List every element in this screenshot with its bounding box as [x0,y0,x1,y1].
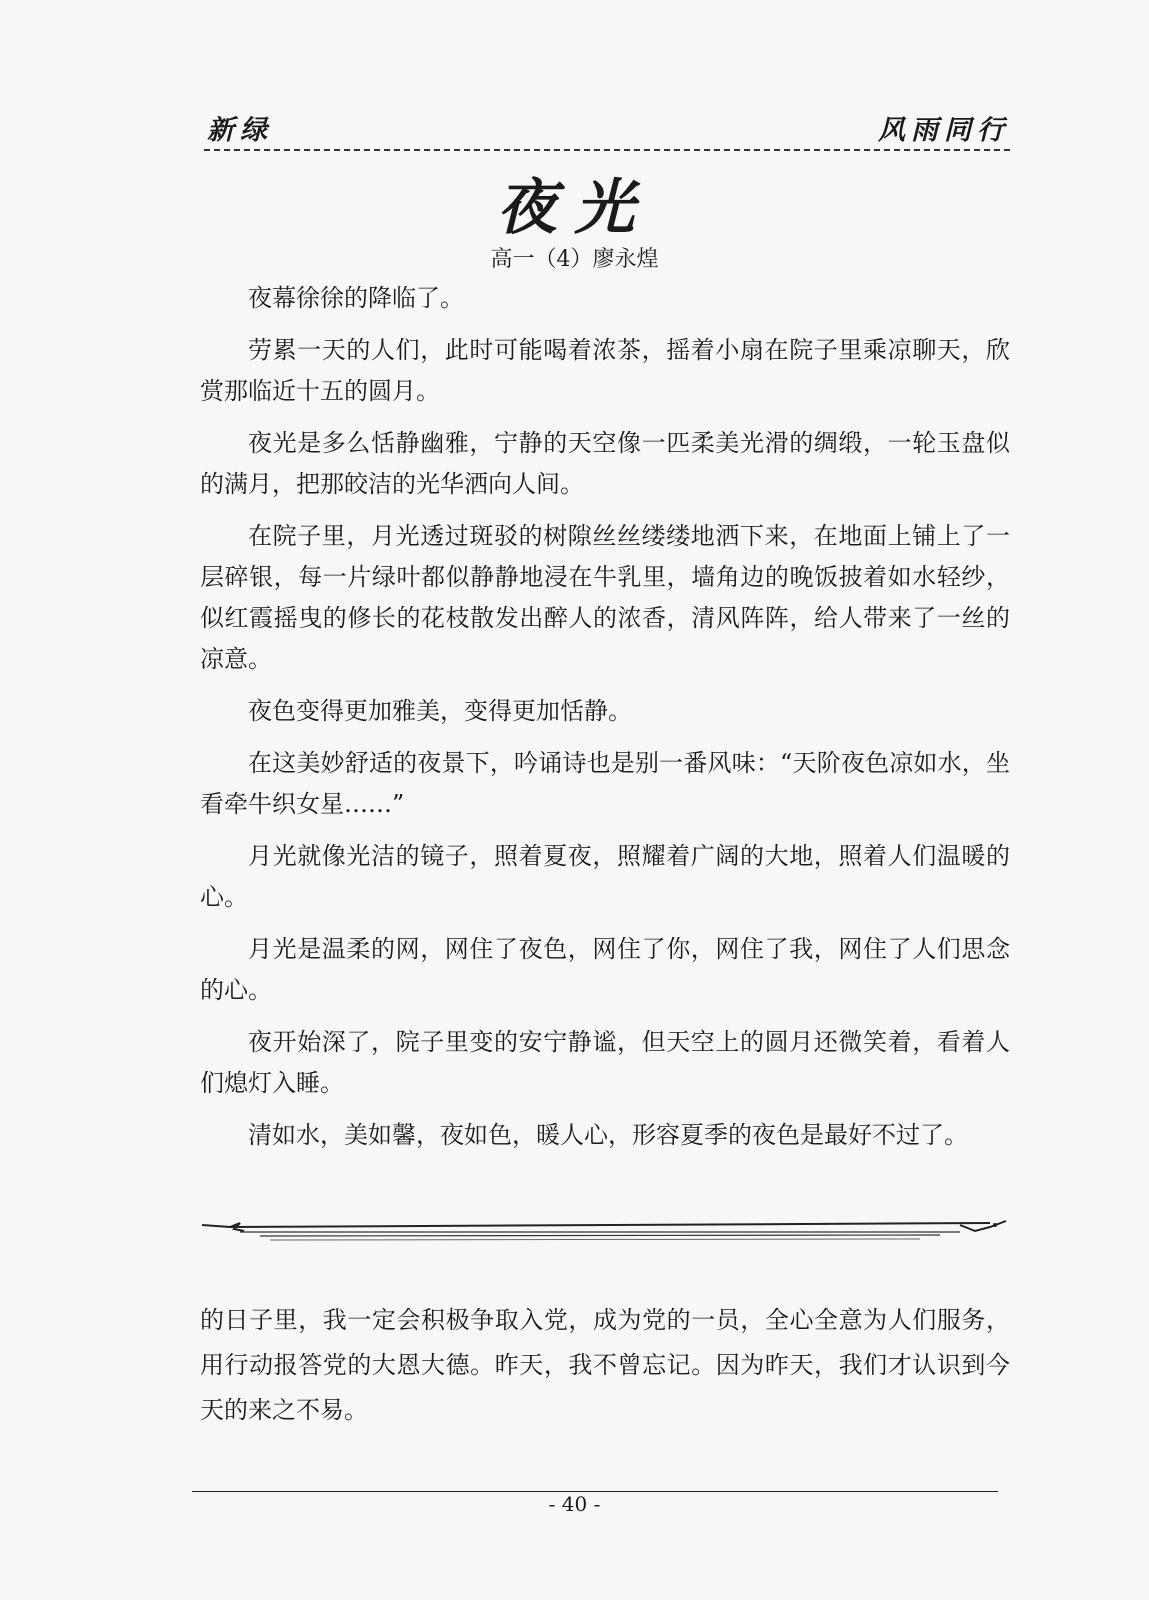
header-section-name: 新绿 [207,115,273,146]
paragraph: 在这美妙舒适的夜景下，吟诵诗也是别一番风味：“天阶夜色凉如水，坐看牵牛织女星……” [200,749,1010,818]
paragraph: 夜幕徐徐的降临了。 [248,284,464,312]
paragraph: 月光是温柔的网，网住了夜色，网住了你，网住了我，网住了人们思念的心。 [200,935,1010,1004]
article-title: 夜光 [496,173,653,243]
decorative-divider [200,1215,1012,1255]
continued-text: 的日子里，我一定会积极争取入党，成为党的一员，全心全意为人们服务，用行动报答党的大恩大德。昨天，我不曾忘记。因为昨天，我们才认识到今天的来之不易。 [200,1306,1010,1424]
header-divider [204,149,1010,151]
article-body [200,278,1010,1167]
paragraph: 劳累一天的人们，此时可能喝着浓茶，摇着小扇在院子里乘凉聊天，欣赏那临近十五的圆月。 [200,336,1010,405]
paragraph: 在院子里，月光透过斑驳的树隙丝丝缕缕地洒下来，在地面上铺上了一层碎银，每一片绿叶都似静静地浸在牛乳里，墙角边的晚饭披着如水轻纱，似红霞摇曳的修长的花枝散发出醉人的浓香，清风阵阵，给人带来了一丝的凉意。 [200,522,1010,673]
header-column-name: 风雨同行 [878,115,1010,146]
paragraph: 夜开始深了，院子里变的安宁静谧，但天空上的圆月还微笑着，看着人们熄灯入睡。 [200,1028,1010,1097]
paragraph: 夜光是多么恬静幽雅，宁静的天空像一匹柔美光滑的绸缎，一轮玉盘似的满月，把那皎洁的光华洒向人间。 [200,429,1010,498]
page-number: - 40 - [548,1492,601,1516]
paragraph: 夜色变得更加雅美，变得更加恬静。 [248,697,632,725]
article-author: 高一（4）廖永煌 [490,247,659,272]
paragraph: 清如水，美如馨，夜如色，暖人心，形容夏季的夜色是最好不过了。 [248,1121,968,1149]
paragraph: 月光就像光洁的镜子，照着夏夜，照耀着广阔的大地，照着人们温暖的心。 [200,842,1010,911]
